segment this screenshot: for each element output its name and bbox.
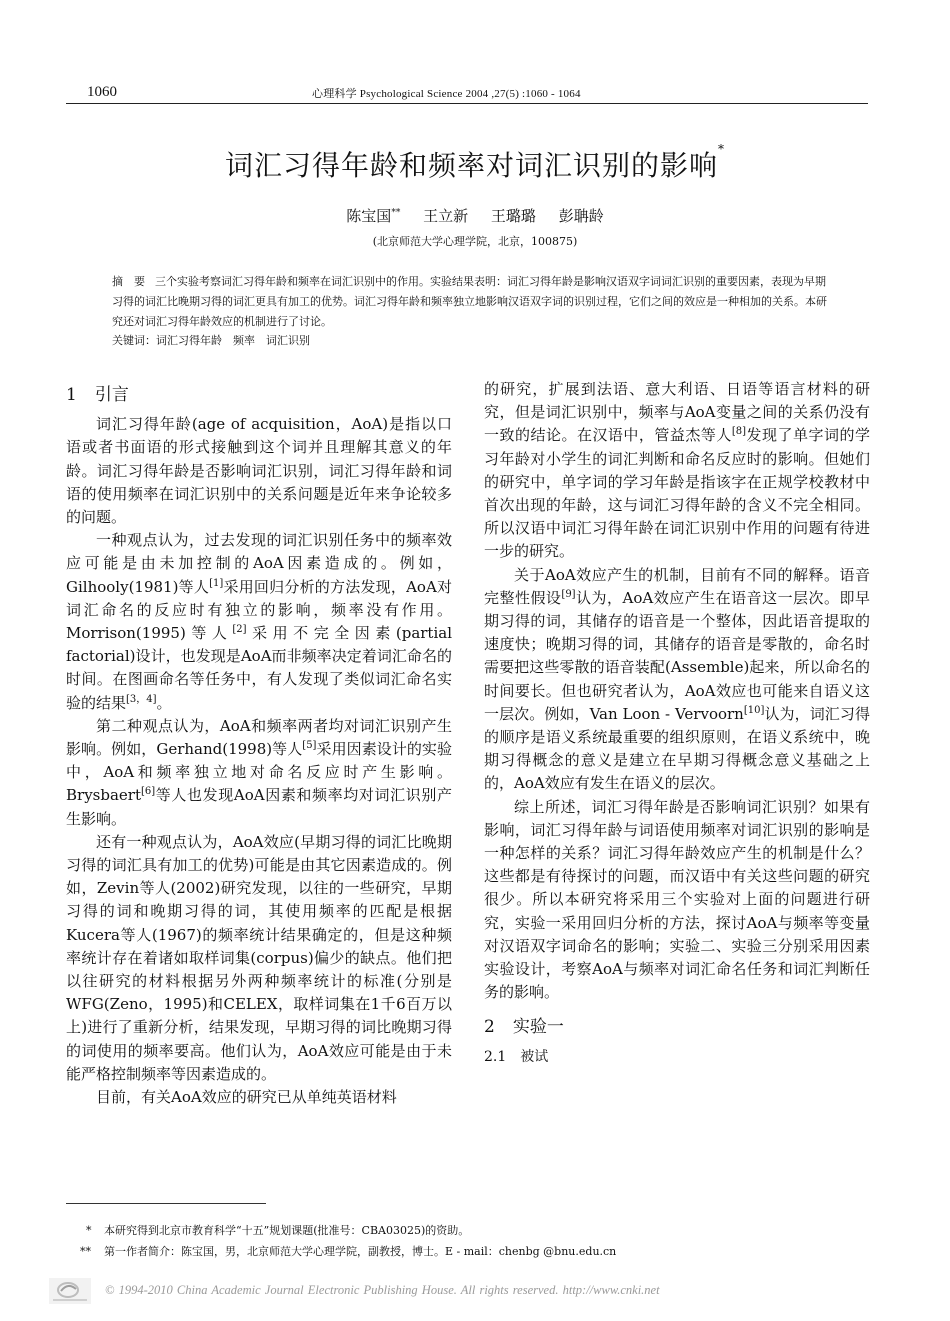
section-title: 实验一	[512, 1017, 564, 1038]
citation: [1]	[209, 577, 224, 589]
citation: [6]	[141, 786, 156, 798]
citation: [10]	[743, 704, 765, 716]
text-run: 采用因素设计的实验中，AoA和频率独立地对命名反应时产生影响。Brysbaert	[66, 740, 452, 805]
text-run: 发现了单字词的学习年龄对小学生的词汇判断和命名反应时的影响。但她们的研究中，单字词的学习年龄是指该字在正规学校教材中首次出现的年龄，这与词汇习得年龄的含义不完全相同。所以汉语中词汇习得年龄在词汇识别中作用的问题有待进一步的研究。	[484, 426, 870, 561]
section-heading	[484, 1016, 870, 1039]
citation: [3，4]	[126, 693, 157, 705]
paragraph: 还有一种观点认为，AoA效应(早期习得的词汇比晚期习得的词汇具有加工的优势)可能是由其它因素造成的。例如，Zevin等人(2002)研究发现，以往的一些研究，早期习得的词和晚期习得的词，其使用频率的匹配是根据Kucera等人(1967)的频率统计结果确定的，但是这种频率统计存在着诸如取样词集(corpus)偏少的缺点。他们把以往研究的材料根据另外两种频率统计的标准(分别是WFG(Zeno，1995)和CELEX，取样词集在1千6百万以上)进行了重新分析，结果发现，早期习得的词比晚期习得的词使用的频率要高。他们认为，AoA效应可能是由于未能严格控制频率等因素造成的。	[66, 832, 452, 1083]
footnote-text: 本研究得到北京市教育科学“十五”规划课题(批准号：CBA03025)的资助。	[104, 1224, 470, 1237]
keywords-label: 关键词：	[112, 334, 156, 347]
section-heading	[66, 384, 452, 407]
paragraph: 综上所述，词汇习得年龄是否影响词汇识别？如果有影响，词汇习得年龄与词语使用频率对词汇识别的影响是一种怎样的关系？词汇习得年龄效应产生的机制是什么？这些都是有待探讨的问题，而汉语中有关这些问题的研究很少。所以本研究将采用三个实验对上面的问题进行研究，实验一采用回归分析的方法，探讨AoA与频率等变量对汉语双字词命名的影响；实验二、实验三分别采用因素实验设计，考察AoA与频率对词汇命名任务和词汇判断任务的影响。	[484, 797, 870, 1002]
footnote	[80, 1243, 616, 1259]
keywords-text: 词汇习得年龄 频率 词汇识别	[156, 334, 310, 347]
header-rule	[66, 103, 868, 104]
subsection-number: 2.1	[484, 1048, 507, 1065]
text-run: 等人也发现AoA因素和频率均对词汇识别产生影响。	[66, 786, 452, 828]
paragraph	[484, 378, 870, 564]
cnki-logo-icon	[49, 1278, 91, 1304]
subsection-title: 被试	[520, 1048, 549, 1065]
citation: [9]	[561, 588, 576, 600]
citation: [2]	[232, 624, 247, 636]
abstract-text: 三个实验考察词汇习得年龄和频率在词汇识别中的作用。实验结果表明：词汇习得年龄是影响汉语双字词词汇识别的重要因素，表现为早期习得的词汇比晚期习得的词汇更具有加工的优势。词汇习得年龄和频率独立地影响汉语双字词的识别过程，它们之间的效应是一种相加的关系。本研究还对词汇习得年龄效应的机制进行了讨论。	[112, 275, 827, 328]
text-run: 关于AoA效应产生的机制，目前有不同的解释。语音完整性假设	[484, 565, 870, 607]
footnote-text: 第一作者简介：陈宝国，男，北京师范大学心理学院，副教授，博士。E - mail：chenbg @bnu.edu.cn	[104, 1245, 617, 1258]
citation: [8]	[731, 426, 747, 438]
text-run: 一种观点认为，过去发现的词汇识别任务中的频率效应可能是由未加控制的AoA因素造成的。例如，Gilhooly(1981)等人	[66, 531, 452, 596]
text-run: 认为，AoA效应产生在语音这一层次。即早期习得的词，其储存的语音是一个整体，因此语音提取的速度快；晚期习得的词，其储存的语音是零散的，命名时需要把这些零散的语音装配(Assemble)起来，所以命名的时间要长。但也研究者认为，AoA效应也可能来自语义这一层次。例如，Van Loon - Vervoorn	[484, 588, 870, 723]
text-run: 采用回归分析的方法发现，AoA对词汇命名的反应时有独立的影响，频率没有作用。Morrison(1995)等人	[66, 577, 453, 643]
author-name: 王璐璐	[490, 207, 536, 225]
footnote-mark: **	[80, 1245, 91, 1258]
citation: [5]	[302, 740, 317, 752]
title-text: 词汇习得年龄和频率对词汇识别的影响	[224, 149, 718, 182]
title-footnote-mark: *	[718, 142, 725, 156]
paragraph: 词汇习得年龄(age of acquisition，AoA)是指以口语或者书面语的形式接触到这个词并且理解其意义的年龄。词汇习得年龄是否影响词汇识别，词汇习得年龄和词语的使用频率在词汇识别中的关系问题是近年来争论较多的问题。	[66, 415, 452, 527]
footnote-mark: *	[86, 1224, 92, 1237]
text-run: 采用不完全因素(partial factorial)设计，也发现是AoA而非频率决定着词汇命名的时间。在图画命名等任务中，有人发现了类似词汇命名实验的结果	[66, 624, 452, 712]
author-name: 王立新	[423, 207, 469, 225]
page-number: 1060	[87, 84, 117, 100]
abstract-label: 摘 要	[112, 275, 145, 288]
affiliation: (北京师范大学心理学院，北京，100875)	[372, 235, 578, 248]
text-run: 认为，词汇习得的顺序是语义系统最重要的组织原则，在语义系统中，晚期习得概念的意义是建立在早期习得概念意义基础之上的，AoA效应有发生在语义的层次。	[484, 704, 870, 793]
author-list	[0, 205, 950, 226]
journal-citation: 心理科学 Psychological Science 2004 ,27(5) :1060 - 1064	[312, 88, 581, 100]
text-run: 的研究，扩展到法语、意大利语、日语等语言材料的研究，但是词汇识别中，频率与AoA变量之间的关系仍没有一致的结论。在汉语中，管益杰等人	[484, 380, 870, 445]
paragraph: 目前，有关AoA效应的研究已从单纯英语材料	[96, 1088, 397, 1107]
paragraph	[66, 529, 452, 715]
text-run: 第二种观点认为，AoA和频率两者均对词汇识别产生影响。例如，Gerhand(1998)等人	[66, 716, 452, 759]
author-footnote-mark: **	[391, 208, 401, 218]
section-title: 引言	[94, 385, 129, 405]
author-name: 彭聃龄	[558, 207, 604, 225]
subsection-heading	[484, 1046, 870, 1069]
paper-title	[0, 144, 950, 184]
footnote	[86, 1222, 469, 1238]
text-run: 。	[156, 693, 172, 712]
footnote-rule	[66, 1203, 266, 1204]
section-number: 2	[484, 1017, 495, 1038]
abstract	[112, 272, 832, 332]
right-column	[484, 378, 870, 1069]
paragraph	[484, 564, 870, 796]
author-name: 陈宝国	[346, 207, 392, 225]
footer-copyright: © 1994-2010 China Academic Journal Electronic Publishing House. All rights reserved. http://www.cnki.net	[105, 1283, 660, 1297]
section-number: 1	[66, 385, 77, 405]
left-column	[66, 384, 452, 1109]
paragraph	[66, 715, 452, 831]
keywords	[112, 332, 310, 348]
